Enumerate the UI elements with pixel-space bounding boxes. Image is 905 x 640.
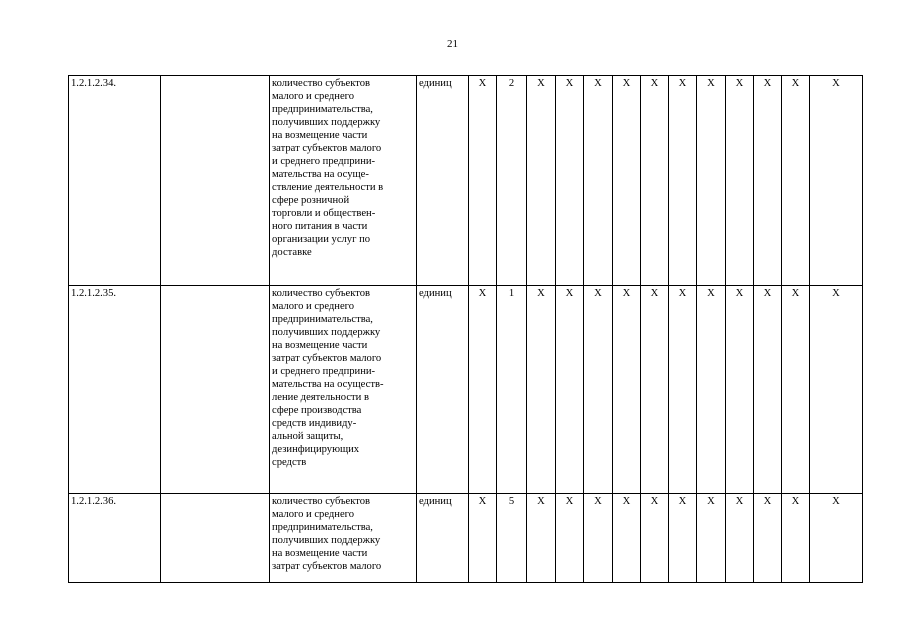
description-line: и среднего предприни- — [272, 156, 376, 167]
description-line: получивших поддержку — [272, 535, 381, 546]
value-cell: 5 — [497, 494, 527, 583]
description-line: на возмещение части — [272, 340, 368, 351]
value-cell: 2 — [497, 76, 527, 286]
indicator-table — [68, 75, 863, 583]
value-cell: 1 — [497, 286, 527, 494]
description-line: предпринимательства, — [272, 522, 373, 533]
row-description — [270, 76, 417, 286]
value-cell: X — [469, 76, 497, 286]
value-cell: X — [810, 494, 863, 583]
description-line: сфере розничной — [272, 195, 350, 206]
value-cell: X — [613, 76, 641, 286]
value-cell: X — [469, 494, 497, 583]
row-unit: единиц — [417, 286, 469, 494]
value-cell: X — [697, 494, 726, 583]
description-line: получивших поддержку — [272, 117, 381, 128]
description-line: средств — [272, 457, 307, 468]
description-line: сфере производства — [272, 405, 362, 416]
value-cell: X — [527, 76, 556, 286]
table-row — [69, 76, 863, 286]
value-cell: X — [584, 494, 613, 583]
description-line: на возмещение части — [272, 130, 368, 141]
value-cell: X — [556, 286, 584, 494]
value-cell: X — [584, 286, 613, 494]
description-line: альной защиты, — [272, 431, 344, 442]
row-name — [161, 76, 270, 286]
value-cell: X — [782, 286, 810, 494]
value-cell: X — [810, 76, 863, 286]
value-cell: X — [754, 494, 782, 583]
table-body — [69, 76, 863, 583]
value-cell: X — [641, 286, 669, 494]
value-cell: X — [726, 76, 754, 286]
row-description — [270, 286, 417, 494]
page-number: 21 — [447, 38, 458, 50]
row-unit: единиц — [417, 494, 469, 583]
value-cell: X — [754, 286, 782, 494]
description-line: получивших поддержку — [272, 327, 381, 338]
description-line: и среднего предприни- — [272, 366, 376, 377]
description-line: мательства на осуще- — [272, 169, 369, 180]
description-line: предпринимательства, — [272, 104, 373, 115]
row-code: 1.2.1.2.34. — [69, 76, 161, 286]
value-cell: X — [697, 286, 726, 494]
description-line: на возмещение части — [272, 548, 368, 559]
description-line: затрат субъектов малого — [272, 353, 382, 364]
description-line: торговли и обществен- — [272, 208, 376, 219]
value-cell: X — [613, 494, 641, 583]
value-cell: X — [782, 76, 810, 286]
description-line: ствление деятельности в — [272, 182, 384, 193]
description-line: малого и среднего — [272, 301, 355, 312]
value-cell: X — [641, 76, 669, 286]
value-cell: X — [469, 286, 497, 494]
value-cell: X — [527, 286, 556, 494]
description-line: затрат субъектов малого — [272, 561, 382, 572]
description-line: затрат субъектов малого — [272, 143, 382, 154]
row-name — [161, 494, 270, 583]
value-cell: X — [810, 286, 863, 494]
description-line: организации услуг по — [272, 234, 371, 245]
value-cell: X — [641, 494, 669, 583]
table-row — [69, 494, 863, 583]
value-cell: X — [669, 494, 697, 583]
value-cell: X — [556, 76, 584, 286]
value-cell: X — [584, 76, 613, 286]
value-cell: X — [556, 494, 584, 583]
description-line: количество субъектов — [272, 288, 371, 299]
value-cell: X — [754, 76, 782, 286]
description-line: ного питания в части — [272, 221, 368, 232]
description-line: малого и среднего — [272, 509, 355, 520]
row-unit: единиц — [417, 76, 469, 286]
row-code: 1.2.1.2.35. — [69, 286, 161, 494]
value-cell: X — [726, 494, 754, 583]
description-line: дезинфицирующих — [272, 444, 360, 455]
description-line: малого и среднего — [272, 91, 355, 102]
value-cell: X — [782, 494, 810, 583]
description-line: доставке — [272, 247, 312, 258]
description-line: предпринимательства, — [272, 314, 373, 325]
row-description — [270, 494, 417, 583]
row-code: 1.2.1.2.36. — [69, 494, 161, 583]
value-cell: X — [669, 286, 697, 494]
description-line: средств индивиду- — [272, 418, 357, 429]
table-row — [69, 286, 863, 494]
value-cell: X — [726, 286, 754, 494]
row-name — [161, 286, 270, 494]
value-cell: X — [613, 286, 641, 494]
value-cell: X — [527, 494, 556, 583]
description-line: мательства на осуществ- — [272, 379, 384, 390]
description-line: количество субъектов — [272, 78, 371, 89]
description-line: ление деятельности в — [272, 392, 369, 403]
value-cell: X — [697, 76, 726, 286]
value-cell: X — [669, 76, 697, 286]
description-line: количество субъектов — [272, 496, 371, 507]
